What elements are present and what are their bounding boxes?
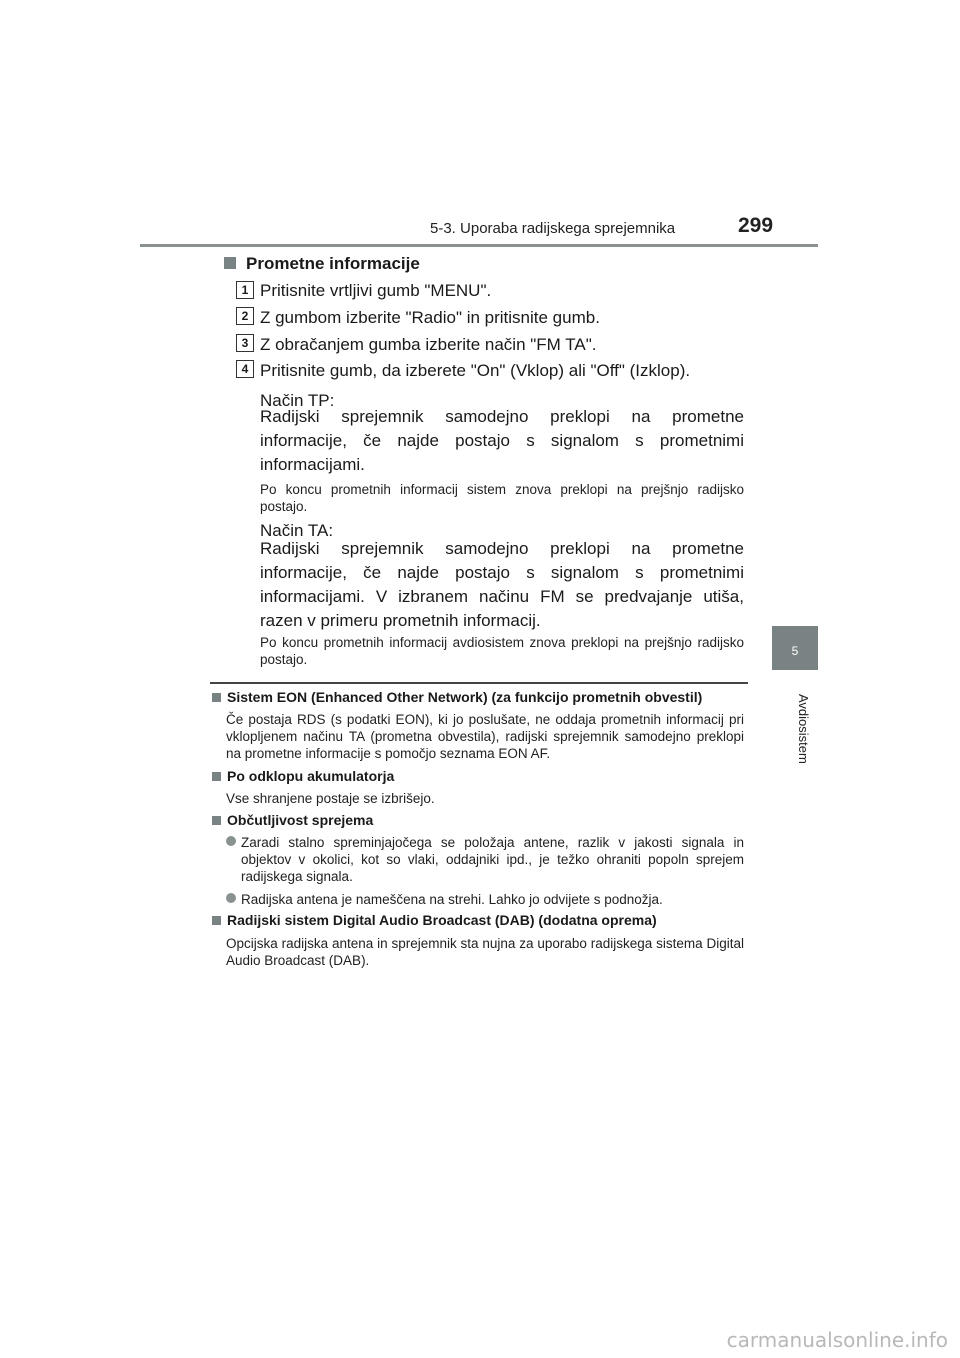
section-heading-text: Prometne informacije — [246, 254, 420, 273]
header-divider — [140, 244, 818, 247]
tp-mode-note: Po koncu prometnih informacij sistem znova preklopi na prejšnjo radijsko postajo. — [260, 482, 744, 514]
step-text: Pritisnite gumb, da izberete "On" (Vklop) ali "Off" (Izklop). — [260, 361, 691, 380]
watermark: carmanualsonline.info — [726, 1328, 948, 1352]
square-bullet-icon — [224, 257, 236, 269]
chapter-number: 5 — [791, 644, 799, 658]
note-heading-sensitivity: Občutljivost sprejema — [212, 812, 373, 828]
ta-mode-note: Po koncu prometnih informacij avdiosistem znova preklopi na prejšnjo radijsko postajo. — [260, 635, 744, 667]
step-text: Z obračanjem gumba izberite način "FM TA". — [260, 335, 597, 354]
square-bullet-icon — [212, 772, 221, 781]
notes-divider — [210, 682, 748, 684]
square-bullet-icon — [212, 816, 221, 825]
step-number-box: 2 — [236, 307, 254, 325]
list-item: Zaradi stalno spreminjajočega se položaja antene, razlik v jakosti signala in objektov v okolici, kot so vlaki, oddajniki ipd., je težko ohraniti popoln sprejem radijskega signala. — [226, 834, 744, 885]
section-title: 5-3. Uporaba radijskega sprejemnika — [430, 220, 676, 237]
chapter-tab — [772, 626, 818, 670]
step-number-box: 1 — [236, 281, 254, 299]
chapter-label: Avdiosistem — [796, 694, 811, 764]
square-bullet-icon — [212, 693, 221, 702]
page-number: 299 — [738, 214, 774, 237]
note-text-battery: Vse shranjene postaje se izbrišejo. — [226, 791, 435, 806]
tp-mode-text: Radijski sprejemnik samodejno preklopi na prometne informacije, če najde postajo s signalom s prometnimi informacijami. — [260, 407, 744, 474]
square-bullet-icon — [212, 916, 221, 925]
ta-mode-text: Radijski sprejemnik samodejno preklopi na prometne informacije, če najde postajo s signalom s prometnimi informacijami. V izbranem načinu FM se predvajanje utiša, razen v primeru prometnih informacij. — [260, 539, 744, 630]
section-heading — [224, 254, 420, 274]
tp-mode-label: Način TP: — [260, 391, 335, 410]
note-heading-battery: Po odklopu akumulatorja — [212, 768, 394, 784]
note-text-eon: Če postaja RDS (s podatki EON), ki jo poslušate, ne oddaja prometnih informacij pri vklopljenem načinu TA (prometna obvestila), radijski sprejemnik samodejno preklopi na prometne informacije s pomočjo seznama EON AF. — [226, 712, 744, 761]
circle-bullet-icon — [226, 836, 236, 846]
circle-bullet-icon — [226, 893, 236, 903]
step-number-box: 4 — [236, 360, 254, 378]
ta-mode-label: Način TA: — [260, 521, 334, 540]
list-item: Radijska antena je nameščena na strehi. Lahko jo odvijete s podnožja. — [226, 891, 744, 908]
step-text: Pritisnite vrtljivi gumb "MENU". — [260, 281, 492, 300]
step-text: Z gumbom izberite "Radio" in pritisnite gumb. — [260, 308, 600, 327]
note-text-dab: Opcijska radijska antena in sprejemnik sta nujna za uporabo radijskega sistema Digital Audio Broadcast (DAB). — [226, 936, 744, 968]
note-heading-dab: Radijski sistem Digital Audio Broadcast (DAB) (dodatna oprema) — [212, 912, 657, 928]
note-heading-eon: Sistem EON (Enhanced Other Network) (za funkcijo prometnih obvestil) — [212, 689, 702, 705]
step-number-box: 3 — [236, 334, 254, 352]
